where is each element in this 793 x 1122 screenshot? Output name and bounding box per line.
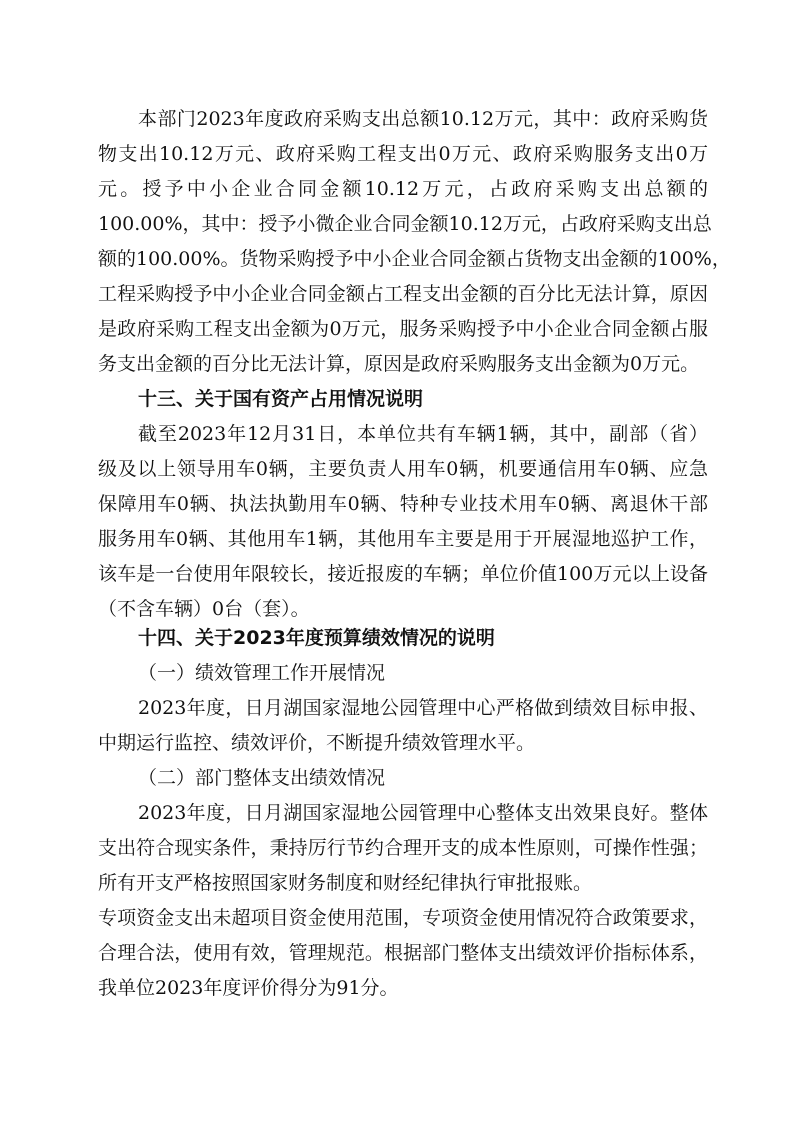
paragraph-line: 合理合法，使用有效，管理规范。根据部门整体支出绩效评价指标体系， xyxy=(98,942,708,964)
subsection-1-heading: （一）绩效管理工作开展情况 xyxy=(138,662,386,684)
paragraph-line: 截至2023年12月31日，本单位共有车辆1辆，其中，副部（省） xyxy=(138,423,708,445)
paragraph-line: 本部门2023年度政府采购支出总额10.12万元，其中：政府采购货 xyxy=(138,108,708,130)
paragraph-line: 工程采购授予中小企业合同金额占工程支出金额的百分比无法计算，原因 xyxy=(98,283,708,305)
paragraph-line: 元。授予中小企业合同金额10.12万元，占政府采购支出总额的 xyxy=(98,178,708,200)
paragraph-line: 该车是一台使用年限较长，接近报废的车辆；单位价值100万元以上设备 xyxy=(98,563,708,585)
paragraph-line: 专项资金支出未超项目资金使用范围，专项资金使用情况符合政策要求， xyxy=(98,907,708,929)
paragraph-line: 额的100.00%。货物采购授予中小企业合同金额占货物支出金额的100%， xyxy=(98,248,731,270)
paragraph-line: 保障用车0辆、执法执勤用车0辆、特种专业技术用车0辆、离退休干部 xyxy=(98,493,708,515)
paragraph-line: 所有开支严格按照国家财务制度和财经纪律执行审批报账。 xyxy=(98,872,593,894)
paragraph-line: 中期运行监控、绩效评价，不断提升绩效管理水平。 xyxy=(98,732,536,754)
paragraph-line: 我单位2023年度评价得分为91分。 xyxy=(98,977,399,999)
paragraph-line: 服务用车0辆、其他用车1辆，其他用车主要是用于开展湿地巡护工作， xyxy=(98,528,708,550)
section-14-heading: 十四、关于2023年度预算绩效情况的说明 xyxy=(138,627,495,649)
paragraph-line: 2023年度，日月湖国家湿地公园管理中心严格做到绩效目标申报、 xyxy=(138,697,708,719)
paragraph-line: 100.00%，其中：授予小微企业合同金额10.12万元，占政府采购支出总 xyxy=(98,213,712,235)
paragraph-line: 务支出金额的百分比无法计算，原因是政府采购服务支出金额为0万元。 xyxy=(98,353,700,375)
paragraph-line: 级及以上领导用车0辆，主要负责人用车0辆，机要通信用车0辆、应急 xyxy=(98,458,708,480)
paragraph-line: 是政府采购工程支出金额为0万元，服务采购授予中小企业合同金额占服 xyxy=(98,318,708,340)
paragraph-line: 支出符合现实条件，秉持厉行节约合理开支的成本性原则，可操作性强； xyxy=(98,837,708,859)
section-13-heading: 十三、关于国有资产占用情况说明 xyxy=(138,388,424,410)
paragraph-line: （不含车辆）0台（套）。 xyxy=(98,598,310,620)
procurement-and-assets-section xyxy=(98,102,731,627)
paragraph-line: 物支出10.12万元、政府采购工程支出0万元、政府采购服务支出0万 xyxy=(98,143,708,165)
section-14 xyxy=(98,621,708,1006)
subsection-2-heading: （二）部门整体支出绩效情况 xyxy=(138,767,386,789)
paragraph-line: 2023年度，日月湖国家湿地公园管理中心整体支出效果良好。整体 xyxy=(138,802,708,824)
